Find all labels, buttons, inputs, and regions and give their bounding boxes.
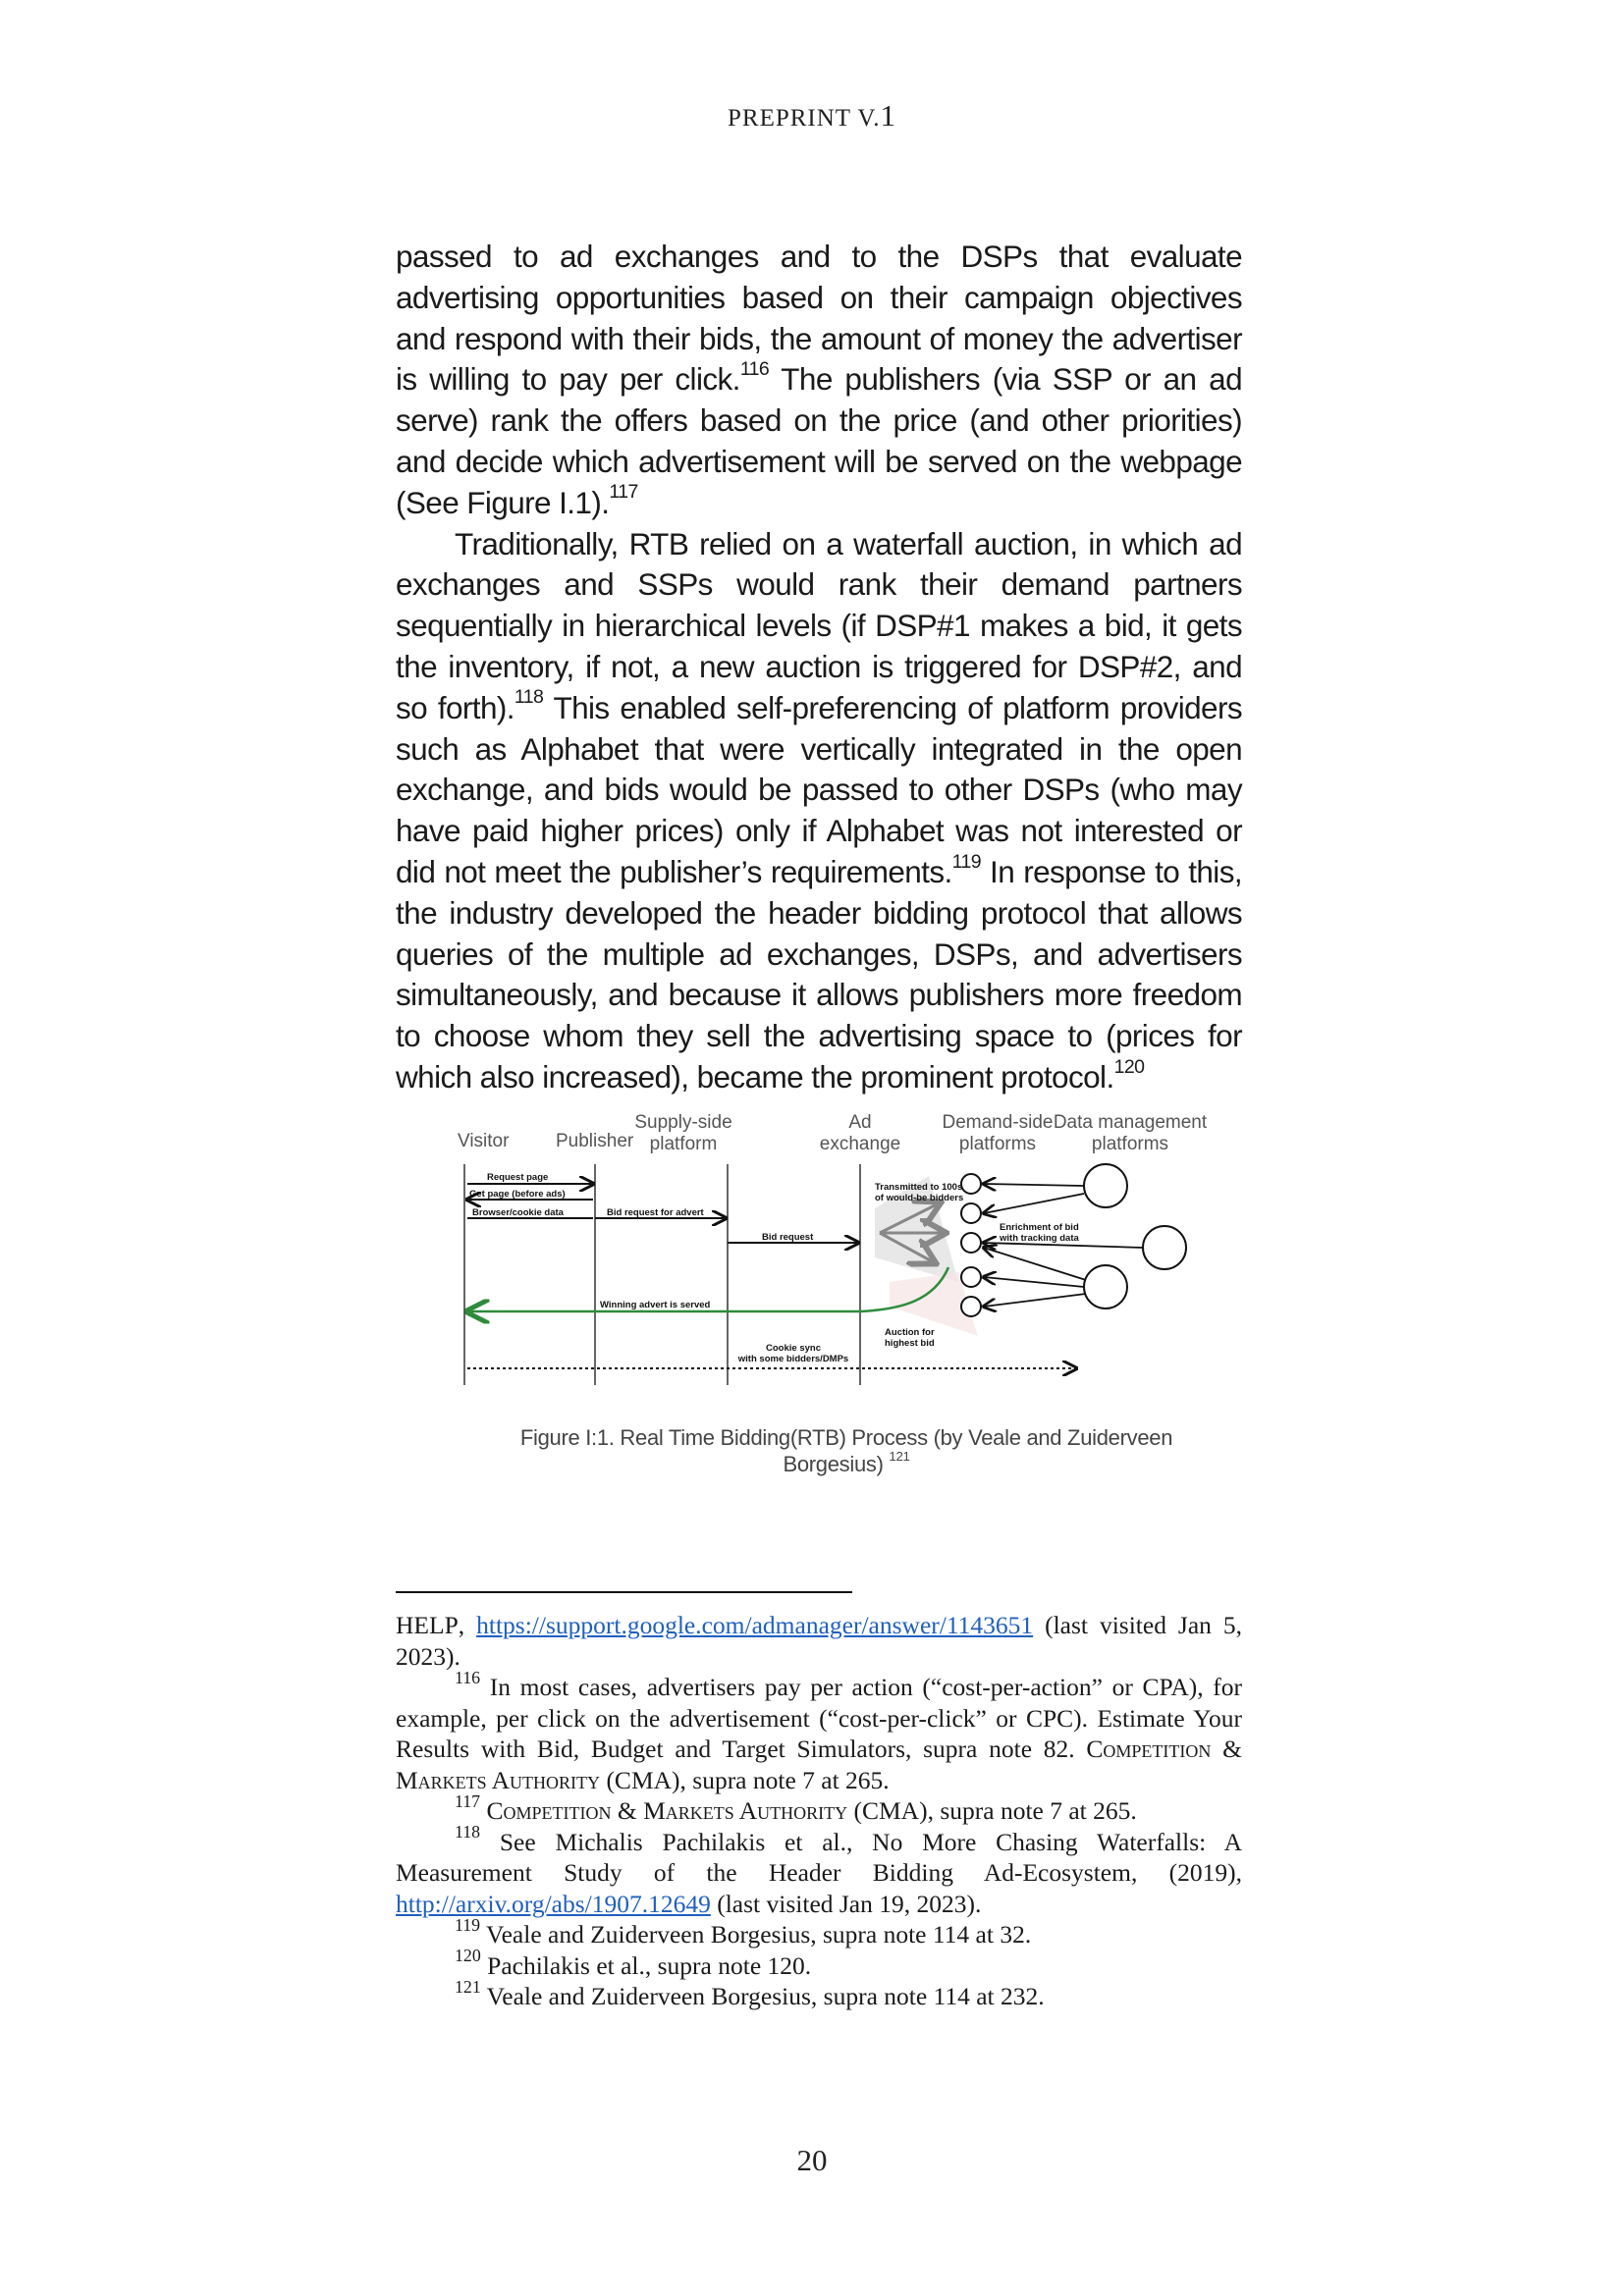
msg-transmitted-1: Transmitted to 100s [875,1182,963,1193]
msg-auction-1: Auction for [885,1327,935,1338]
caption-footnote-ref[interactable]: 121 [889,1449,910,1465]
dsp-circle-5 [961,1297,981,1316]
col-ad-label-2: exchange [819,1134,901,1154]
dsp-circle-1 [961,1174,981,1194]
help-rest: ELP [413,1611,459,1639]
arxiv-link[interactable]: http://arxiv.org/abs/1907.12649 [396,1889,711,1918]
footnote-ref-116[interactable]: 116 [739,358,770,380]
msg-enrichment-2: with tracking data [1000,1233,1079,1244]
dmp-circles [1084,1164,1186,1308]
footnote-118-number: 118 [455,1822,481,1842]
dmp-circle-1 [1084,1164,1127,1207]
page-number: 20 [796,2143,828,2177]
paragraph-2-text-a: Traditionally, RTB relied on a waterfall auction, in which ad exchanges and SSPs would rank their demand partners sequentially in hierarchical levels (if DSP#1 makes a bid, it gets the inventory, if not, a new auction is triggered for DSP#2, and so forth). [396,525,1242,725]
msg-request-page: Request page [487,1172,549,1183]
google-admanager-link[interactable]: https://support.google.com/admanager/answer/1143651 [476,1611,1034,1639]
help-initial: H [396,1611,414,1639]
footnote-116-tail: (CMA), supra note 7 at 265. [600,1765,890,1794]
footnote-118-tail: (last visited Jan 19, 2023). [710,1889,982,1918]
col-dsp-label-2: platforms [958,1134,1037,1154]
col-dmp-label-2: platforms [1091,1134,1169,1154]
paragraph-1 [396,237,1242,524]
dsp-circle-3 [961,1233,981,1253]
caption-text: Figure I:1. Real Time Bidding(RTB) Process (by Veale and Zuiderveen Borgesius) [519,1425,1173,1476]
msg-cookie-sync-1: Cookie sync [766,1343,821,1354]
footnotes [396,1610,1242,2012]
footnote-117 [396,1790,1242,1827]
footnote-121-text: Veale and Zuiderveen Borgesius, supra note 114 at 232. [480,1982,1045,2010]
footnote-ref-119[interactable]: 119 [951,850,981,873]
header-version: 1 [880,98,896,133]
msg-bid-request: Bid request [762,1232,814,1243]
msg-cookie-sync-2: with some bidders/DMPs [737,1354,849,1364]
footnote-117-org: Competition & Markets Authority [486,1796,848,1825]
footnote-continuation [396,1610,1242,1672]
footnote-119-number: 119 [455,1914,481,1935]
footnote-118-text: See Michalis Pachilakis et al., No More Chasing Waterfalls: A Measurement Study of the Header Bidding Ad-Ecosystem, (2019), [396,1827,1242,1887]
col-ad-label-1: Ad [848,1112,872,1133]
msg-auction-2: highest bid [885,1338,935,1349]
dmp-circle-3 [1084,1265,1127,1308]
col-visitor-label: Visitor [458,1131,510,1151]
col-ssp-label-2: platform [649,1134,718,1154]
footnote-121 [396,1976,1242,2012]
footnote-ref-118[interactable]: 118 [514,686,544,709]
paragraph-1-text-b: The publishers (via SSP or an ad serve) rank the offers based on the price (and other priorities) and decide which advertisement will be served on the webpage (See Figure I.1). [396,361,1242,520]
paragraph-2-text-b: This enabled self-preferencing of platform providers such as Alphabet that were vertically integrated in the open exchange, and bids would be passed to other DSPs (who may have paid higher prices) only if Alphabet was not interested or did not meet the publisher’s requirements. [396,689,1242,889]
msg-winning: Winning advert is served [600,1300,711,1310]
paragraph-2 [396,524,1242,1098]
col-dmp-label-1: Data management [1053,1112,1208,1133]
msg-get-page: Get page (before ads) [469,1189,566,1200]
footnote-118 [396,1822,1242,1920]
footnote-116-number: 116 [455,1667,481,1687]
col-dsp-label-1: Demand-side [942,1112,1054,1133]
dsp-circle-4 [961,1267,981,1287]
footnote-117-number: 117 [455,1790,481,1811]
help-comma: , [458,1611,477,1639]
main-text [396,237,1242,1098]
footnote-ref-120[interactable]: 120 [1113,1055,1145,1078]
col-publisher-label: Publisher [556,1131,634,1151]
continuation-tail: (last visited Jan 5, 2023). [396,1611,1243,1671]
footnote-116-text: In most cases, advertisers pay per action (“cost-per-action” or CPA), for example, per click on the advertisement (“cost-per-click” or CPC). Estimate Your Results with Bid, Budget and Target Simulators, supra note 82. [396,1673,1242,1763]
msg-transmitted-2: of would-be bidders [875,1193,964,1203]
paragraph-2-text-c: In response to this, the industry developed the header bidding protocol that allows queries of the multiple ad exchanges, DSPs, and advertisers simultaneously, and because it allows publishers more freedom to choose whom they sell the advertising space to (prices for which also increased), became the prominent protocol. [396,853,1242,1095]
header-text: PREPRINT V. [727,105,881,132]
paragraph-1-text-a: passed to ad exchanges and to the DSPs that evaluate advertising opportunities based on their campaign objectives and respond with their bids, the amount of money the advertiser is willing to pay per click. [396,239,1242,398]
rtb-process-figure [428,1105,1214,1395]
footnote-ref-117[interactable]: 117 [609,481,638,504]
footnote-120 [396,1946,1242,1982]
msg-bid-request-advert: Bid request for advert [607,1207,704,1218]
rtb-diagram [428,1105,1214,1395]
dsp-circle-2 [961,1203,981,1223]
footnote-116-org: Competition & Markets Authority [396,1735,1242,1794]
footnote-116 [396,1667,1242,1795]
footnote-121-number: 121 [455,1976,481,1997]
footnote-separator [396,1591,852,1593]
msg-cookie-data: Browser/cookie data [472,1207,564,1218]
footnote-117-tail: (CMA), supra note 7 at 265. [847,1796,1137,1825]
figure-caption [471,1424,1221,1477]
footnote-120-text: Pachilakis et al., supra note 120. [480,1950,812,1980]
msg-enrichment-1: Enrichment of bid [1000,1222,1079,1233]
running-header [0,98,1624,133]
footnote-119 [396,1914,1242,1950]
footnote-119-text: Veale and Zuiderveen Borgesius, supra note 114 at 32. [480,1920,1032,1949]
footnote-120-number: 120 [455,1946,481,1966]
dmp-circle-2 [1143,1226,1186,1269]
col-ssp-label-1: Supply-side [634,1112,732,1133]
